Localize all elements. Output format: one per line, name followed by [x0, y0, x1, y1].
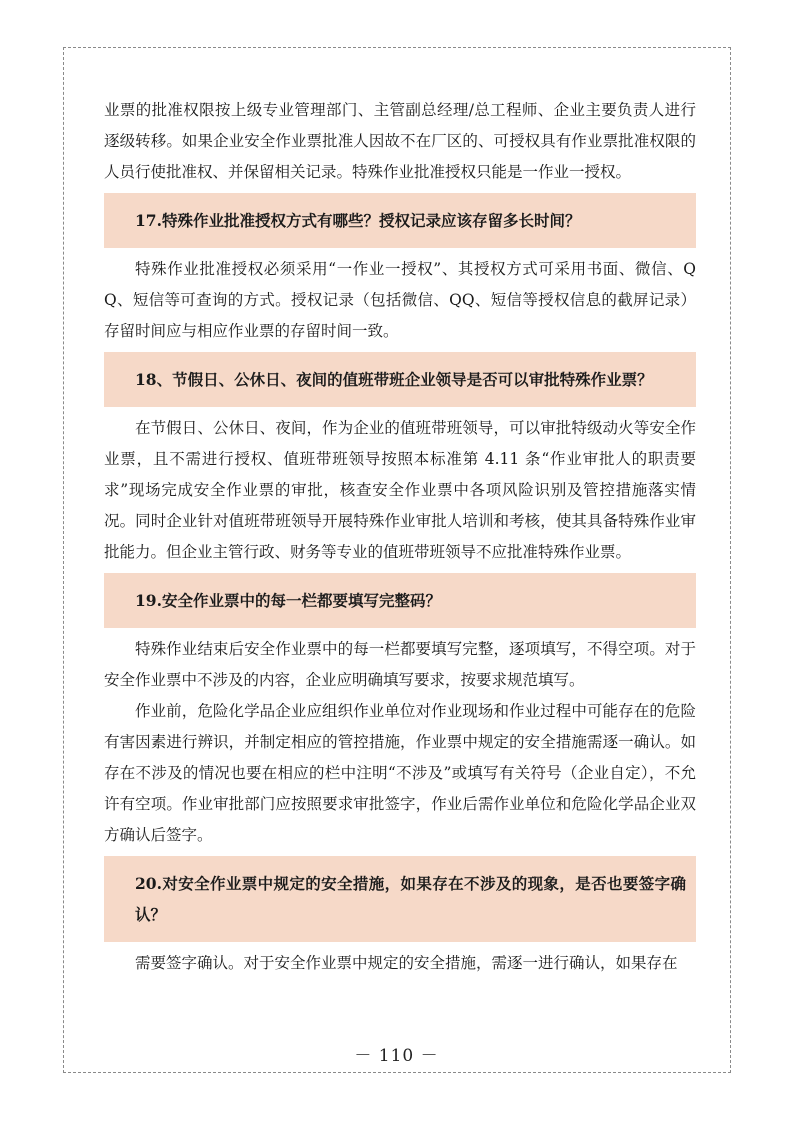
question-19-heading: 19.安全作业票中的每一栏都要填写完整码？: [104, 573, 696, 628]
answer-20-paragraph: 需要签字确认。对于安全作业票中规定的安全措施，需逐一进行确认，如果存在: [135, 954, 678, 972]
question-17-heading: 17.特殊作业批准授权方式有哪些？授权记录应该存留多长时间？: [104, 193, 696, 248]
document-body: [104, 95, 696, 979]
answer-19-paragraph-2: 作业前，危险化学品企业应组织作业单位对作业现场和作业过程中可能存在的危险有害因素进行辨识，并制定相应的管控措施，作业票中规定的安全措施需逐一确认。如存在不涉及的情况也要在相应的栏中注明“不涉及”或填写有关符号（企业自定），不允许有空项。作业审批部门应按照要求审批签字，作业后需作业单位和危险化学品企业双方确认后签字。: [104, 702, 696, 844]
page-number: － 110 －: [354, 1046, 439, 1066]
paragraph-intro: 业票的批准权限按上级专业管理部门、主管副总经理/总工程师、企业主要负责人进行逐级转移。如果企业安全作业票批准人因故不在厂区的、可授权具有作业票批准权限的人员行使批准权、并保留相关记录。特殊作业批准授权只能是一作业一授权。: [104, 101, 696, 181]
question-18-heading: 18、节假日、公休日、夜间的值班带班企业领导是否可以审批特殊作业票？: [104, 352, 696, 407]
answer-18-paragraph: 在节假日、公休日、夜间，作为企业的值班带班领导，可以审批特级动火等安全作业票，且不需进行授权、值班带班领导按照本标准第 4.11 条“作业审批人的职责要求”现场完成安全作业票的审批，核查安全作业票中各项风险识别及管控措施落实情况。同时企业针对值班带班领导开展特殊作业审批人培训和考核，使其具备特殊作业审批能力。但企业主管行政、财务等专业的值班带班领导不应批准特殊作业票。: [104, 419, 696, 561]
question-20-heading: 20.对安全作业票中规定的安全措施，如果存在不涉及的现象，是否也要签字确认？: [104, 856, 696, 942]
answer-19-paragraph-1: 特殊作业结束后安全作业票中的每一栏都要填写完整，逐项填写，不得空项。对于安全作业票中不涉及的内容，企业应明确填写要求，按要求规范填写。: [104, 640, 696, 689]
answer-17-paragraph: 特殊作业批准授权必须采用“一作业一授权”、其授权方式可采用书面、微信、QQ、短信等可查询的方式。授权记录（包括微信、QQ、短信等授权信息的截屏记录）存留时间应与相应作业票的存留时间一致。: [104, 260, 696, 340]
